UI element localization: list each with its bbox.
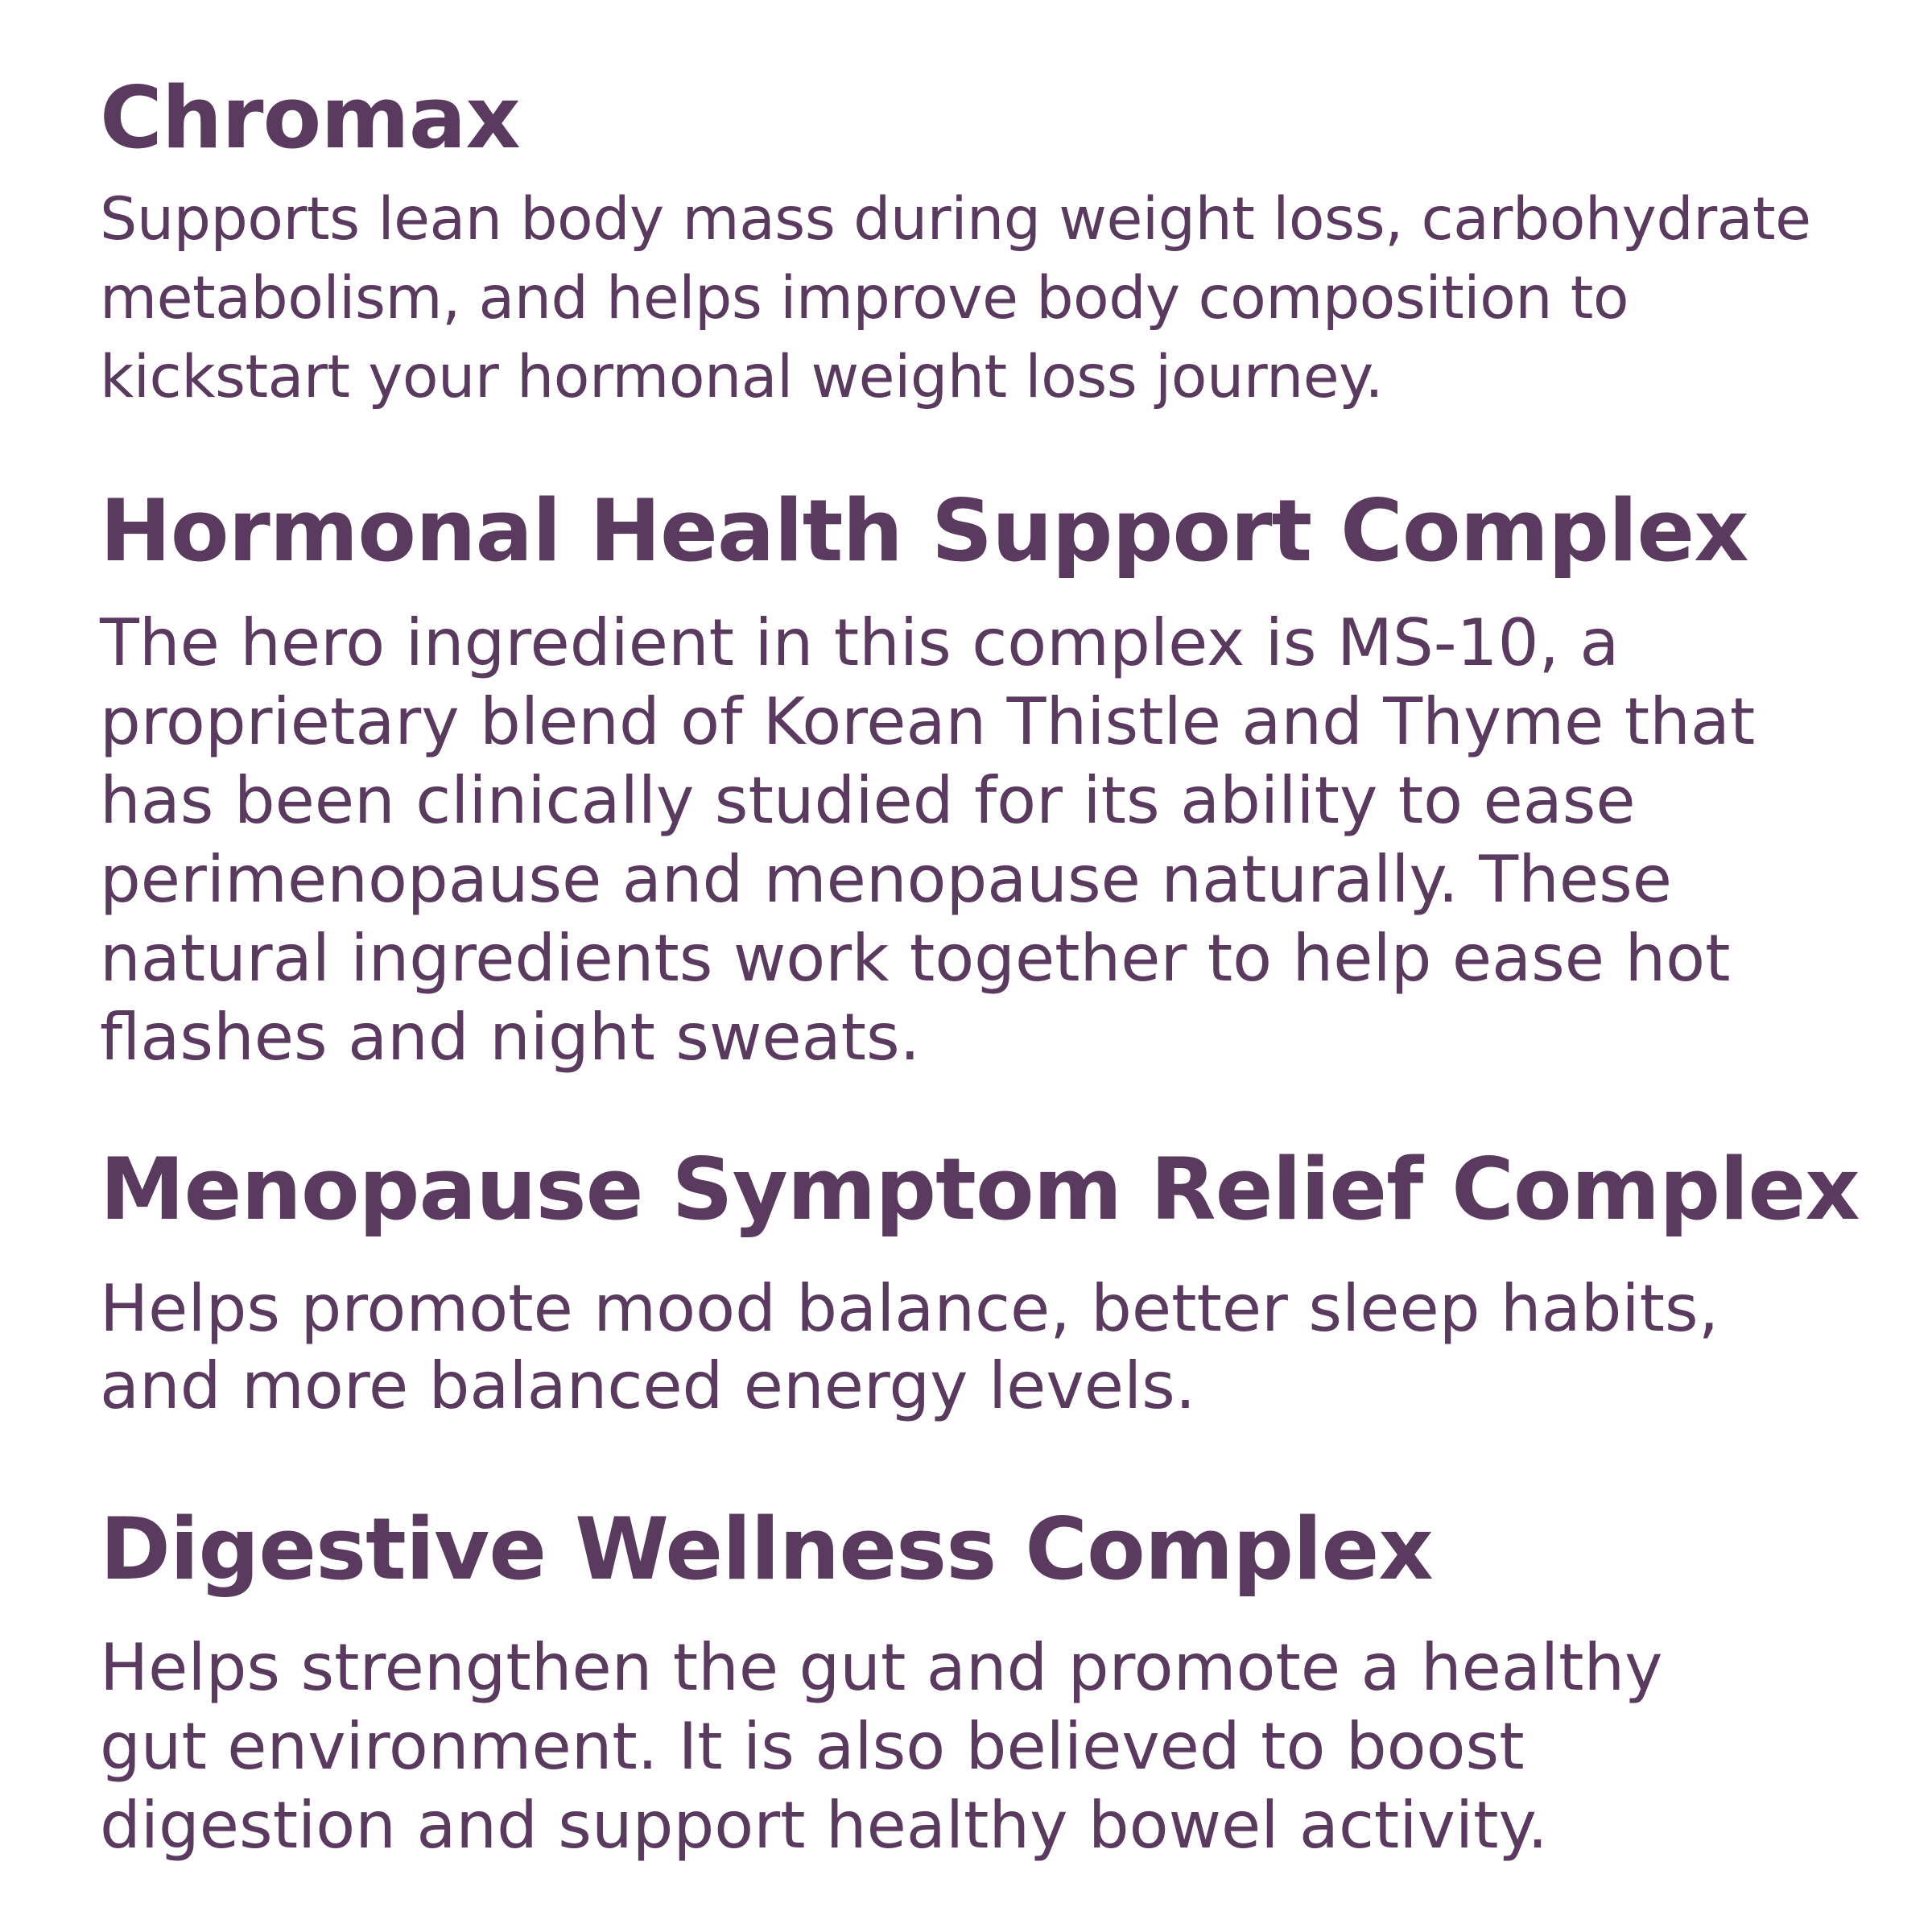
description-line: and more balanced energy levels. xyxy=(100,1348,1196,1423)
section-description-menopause-relief xyxy=(100,1270,1719,1425)
description-line: perimenopause and menopause naturally. These xyxy=(100,842,1672,917)
description-line: Helps strengthen the gut and promote a healthy xyxy=(100,1630,1663,1705)
section-title-digestive-wellness: Digestive Wellness Complex xyxy=(100,1500,1433,1599)
description-line: flashes and night sweats. xyxy=(100,1000,921,1075)
section-title-hormonal-health: Hormonal Health Support Complex xyxy=(100,481,1748,580)
section-description-hormonal-health xyxy=(100,604,1755,1077)
description-line: has been clinically studied for its ability to ease xyxy=(100,763,1636,838)
section-title-chromax: Chromax xyxy=(100,68,520,167)
description-line: proprietary blend of Korean Thistle and Thyme that xyxy=(100,684,1756,759)
section-description-chromax xyxy=(100,180,1811,417)
section-title-menopause-relief: Menopause Symptom Relief Complex xyxy=(100,1140,1860,1239)
description-line: Supports lean body mass during weight loss, carbohydrate xyxy=(100,185,1811,254)
description-line: gut environment. It is also believed to boost xyxy=(100,1709,1525,1784)
description-line: natural ingredients work together to help ease hot xyxy=(100,921,1731,996)
description-line: Helps promote mood balance, better sleep habits, xyxy=(100,1271,1719,1346)
section-description-digestive-wellness xyxy=(100,1629,1663,1865)
description-line: The hero ingredient in this complex is MS-10, a xyxy=(100,605,1620,680)
description-line: metabolism, and helps improve body composition to xyxy=(100,264,1629,332)
description-line: digestion and support healthy bowel activity. xyxy=(100,1788,1548,1863)
description-line: kickstart your hormonal weight loss journey. xyxy=(100,343,1384,411)
